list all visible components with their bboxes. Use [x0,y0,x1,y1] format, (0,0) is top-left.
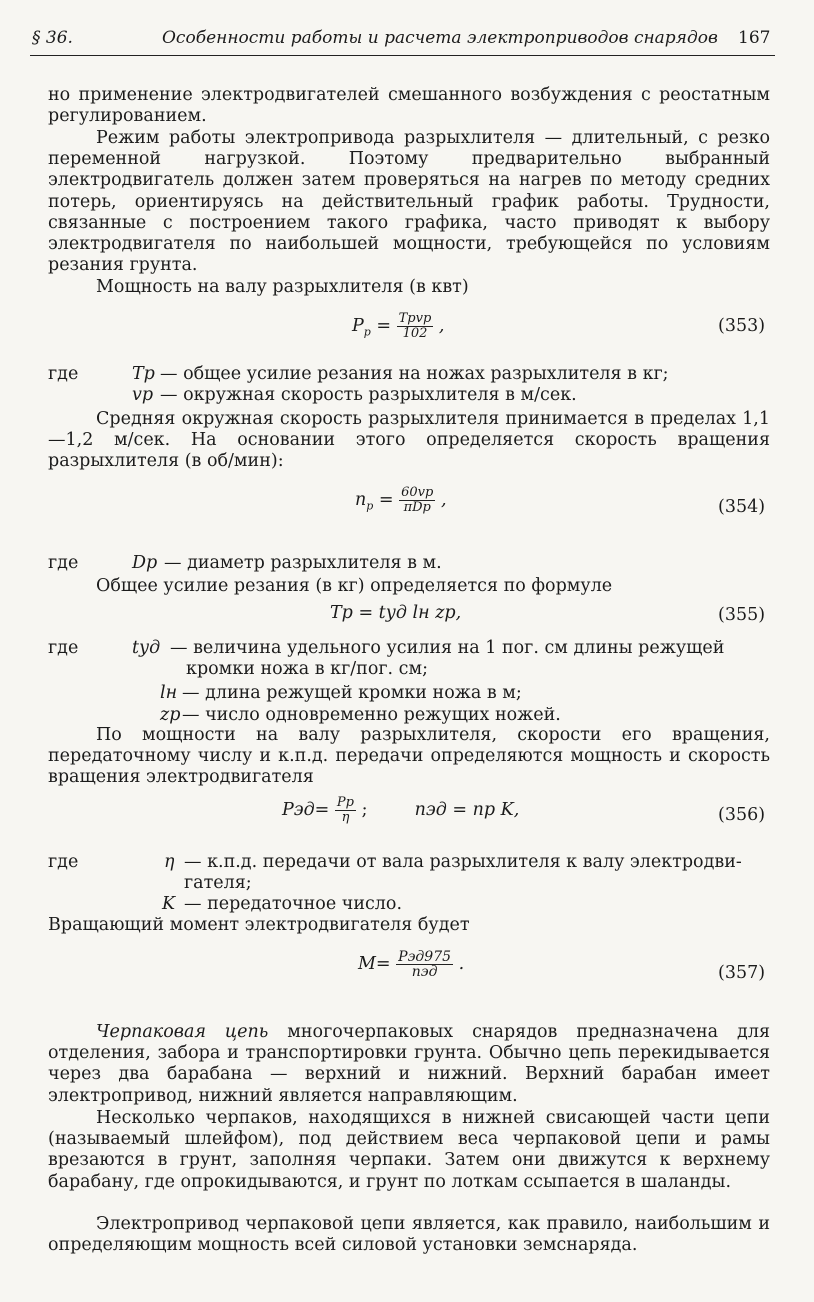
eq354-numerator: 60vр [401,485,434,500]
def-4-continuation: кромки ножа в кг/пог. см; [186,659,428,679]
equation-356 [282,796,519,825]
header-rule [30,55,775,56]
eq356-rhs: nэд = nр K, [414,800,520,820]
def-4-symbol: tуд [132,638,161,658]
equation-number-355: (355) [718,605,766,625]
paragraph-4: Средняя окружная скорость разрыхлителя принимается в пределах 1,1—1,2 м/сек. На основании этого определяется скорость вращения разрыхлителя (в об/мин): [48,409,770,472]
def-5-symbol: lн [160,683,178,703]
section-number: § 36. [32,28,73,48]
eq357-tail: . [458,954,465,974]
paragraph-8-lead: Черпаковая цепь [96,1022,269,1042]
where-word-1: где [48,364,79,384]
paragraph-3: Мощность на валу разрыхлителя (в квт) [96,277,469,297]
eq357-lhs: M= [358,954,391,974]
eq356-fraction [335,796,356,825]
def-2-text: — окружная скорость разрыхлителя в м/сек. [160,385,577,405]
paragraph-8 [48,1022,770,1107]
running-title: Особенности работы и расчета электроприводов снарядов [162,28,718,48]
eq353-lhs-sub: р [363,325,371,339]
paragraph-7: Вращающий момент электродвигателя будет [48,915,470,935]
eq357-fraction [396,950,453,979]
paragraph-9: Несколько черпаков, находящихся в нижней свисающей части цепи (называемый шлейфом), под действием веса черпаковой цепи и рамы врезаются в грунт, заполняя черпаки. Затем они движутся к верхнему барабану, где опрокидываются, и грунт по лоткам ссыпается в шаланды. [48,1108,770,1192]
paragraph-10: Электропривод черпаковой цепи является, как правило, наибольшим и определяющим мощность всей силовой установки земснаряда. [48,1214,770,1256]
page-number: 167 [738,28,771,48]
eq356-separator: ; [361,800,368,820]
def-3-text: — диаметр разрыхлителя в м. [164,553,442,573]
eq353-numerator: Трvр [398,311,432,326]
def-6-text: — число одновременно режущих ножей. [182,705,561,725]
def-1-text: — общее усилие резания на ножах разрыхлителя в кг; [160,364,669,384]
eq357-numerator: Pэд975 [398,949,452,965]
eq353-denominator: 102 [402,326,428,341]
equation-357 [358,950,464,979]
eq354-denominator: πDр [403,500,431,515]
equation-354: $n_р$ = $\frac{60vр}{\text{πDр}}$ , [355,485,447,515]
eq354-lhs: n [355,490,367,510]
equation-number-354: (354) [718,497,766,517]
paragraph-5: Общее усилие резания (в кг) определяется по формуле [96,576,613,596]
eq356-denominator: η [341,810,350,825]
def-7-symbol: η [164,852,175,872]
def-4-text: — величина удельного усилия на 1 пог. см длины режущей [170,638,725,658]
eq357-denominator: nэд [411,964,438,980]
equation-number-357: (357) [718,963,766,983]
eq356-numerator: Pр [336,795,354,810]
where-word-4: где [48,852,79,872]
eq353-fraction [397,312,434,341]
def-5-text: — длина режущей кромки ножа в м; [182,683,522,703]
eq354-lhs-sub: р [366,499,374,513]
equation-355: Tр = tуд lн zр, [330,603,462,623]
paragraph-1: но применение электродвигателей смешанного возбуждения с реостатным регулированием. [48,85,770,127]
def-2-symbol: vр [132,385,154,405]
def-7-continuation: гателя; [184,873,252,893]
def-7-text: — к.п.д. передачи от вала разрыхлителя к валу электродви- [184,852,742,872]
equation-353: $P_р$ = $\frac{\text{Трvр}}{102}$ , [352,311,445,341]
eq353-tail: , [438,316,445,336]
where-word-3: где [48,638,79,658]
def-8-symbol: K [162,894,176,914]
def-1-symbol: Тр [132,364,155,384]
eq353-lhs: P [352,316,364,336]
where-word-2: где [48,553,79,573]
eq354-tail: , [440,490,447,510]
eq356-lhs: Pэд= [282,800,330,820]
paragraph-2: Режим работы электропривода разрыхлителя — длительный, с резко переменной нагрузкой. Поэтому предварительно выбранный электродвигатель должен затем проверяться на нагрев по методу средних потерь, ориентируясь на действительный график работы. Трудности, связанные с построением такого графика, часто приводят к выбору электродвигателя по наибольшей мощности, требующейся по условиям резания грунта. [48,128,770,276]
paragraph-8-body: многочерпаковых снарядов предназначена для отделения, забора и транспортировки грунта. Обычно цепь перекидывается через два барабана — верхний и нижний. Верхний барабан имеет электропривод, нижний является направляющим. [48,1022,770,1106]
equation-number-356: (356) [718,805,766,825]
paragraph-6: По мощности на валу разрыхлителя, скорости его вращения, передаточному числу и к.п.д. передачи определяются мощность и скорость вращения электродвигателя [48,725,770,788]
def-3-symbol: Dр [132,553,158,573]
def-6-symbol: zр [160,705,181,725]
def-8-text: — передаточное число. [184,894,403,914]
eq354-fraction [399,486,435,515]
equation-number-353: (353) [718,316,766,336]
